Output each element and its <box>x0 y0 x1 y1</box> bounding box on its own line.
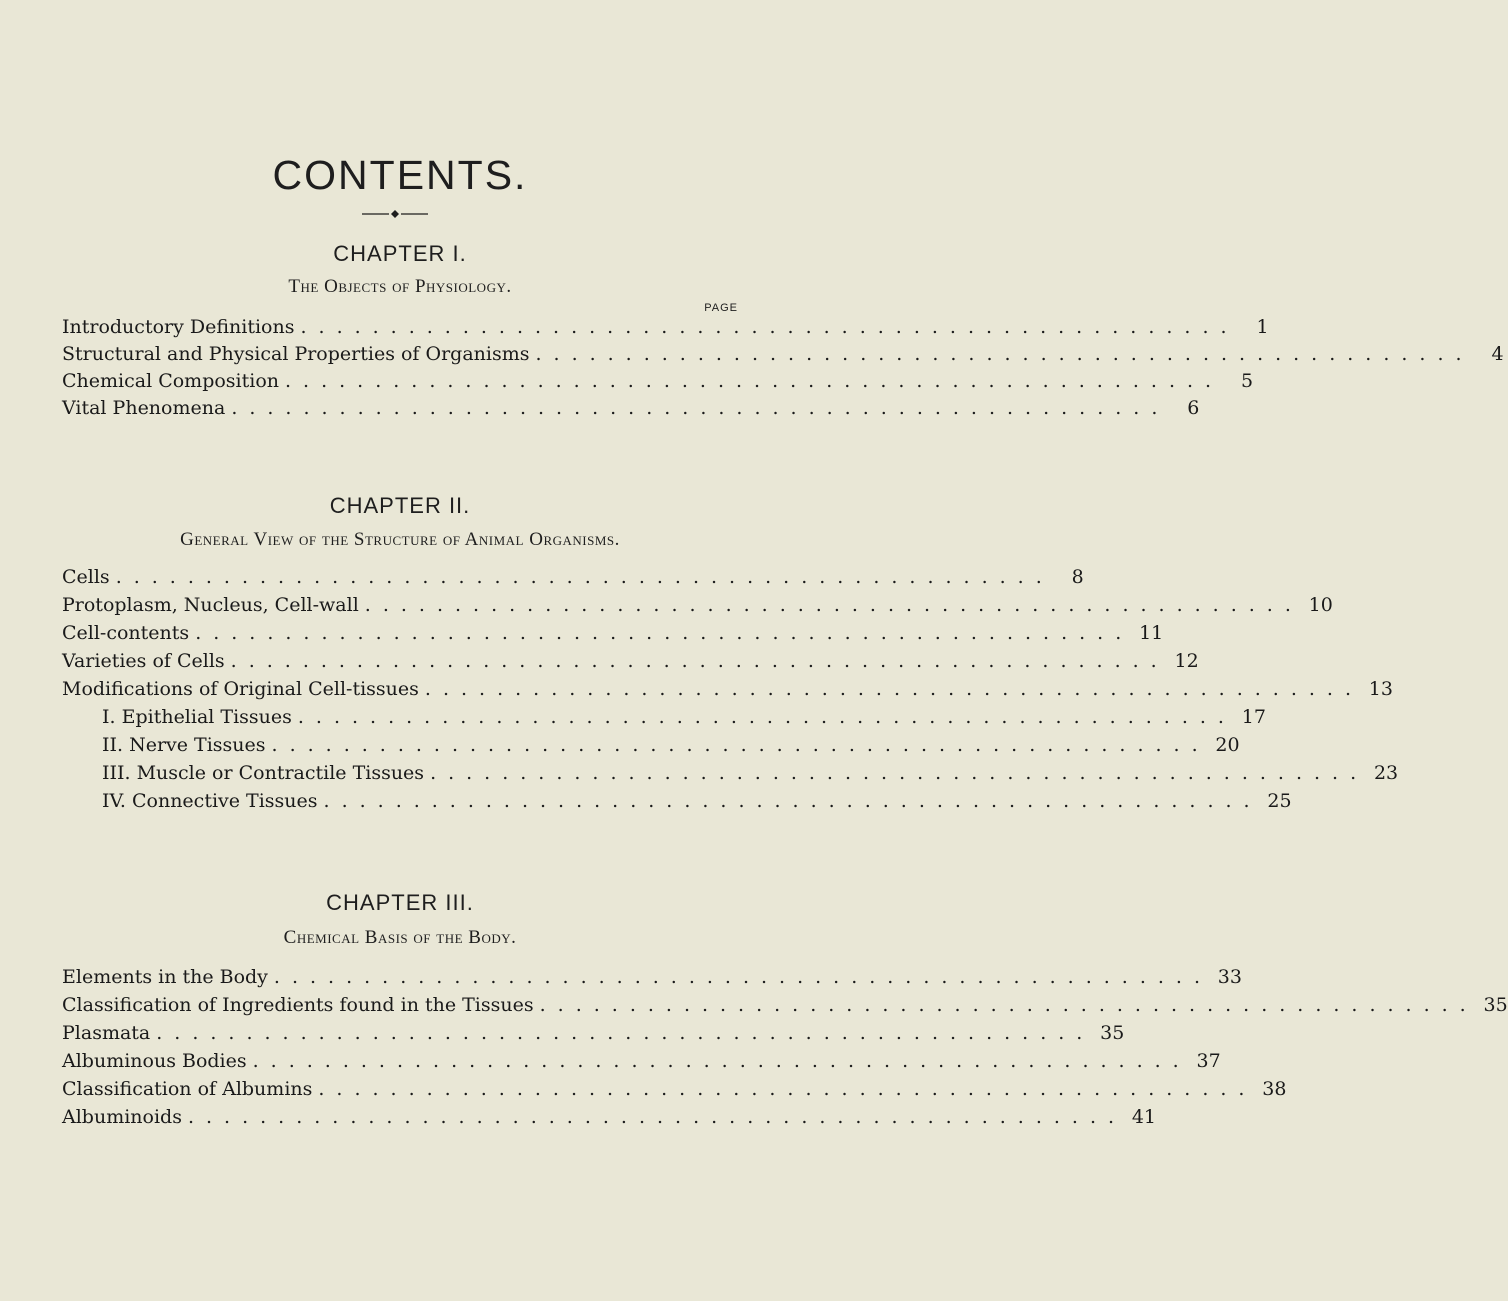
toc-entry-page: 8 <box>1071 566 1084 588</box>
toc-entry-page: 1 <box>1256 316 1269 338</box>
toc-entry <box>62 316 1269 344</box>
toc-entry <box>62 566 1084 594</box>
toc-entry <box>62 1106 1157 1134</box>
toc-entry-label: Modifications of Original Cell-tissues <box>62 678 419 700</box>
toc-entry-label: Classification of Albumins <box>62 1078 313 1100</box>
toc-entry-label: IV. Connective Tissues <box>102 790 318 812</box>
toc-entry-page: 41 <box>1131 1106 1157 1128</box>
toc-entry-label: Structural and Physical Properties of Organisms <box>62 343 530 365</box>
toc-entry-page: 20 <box>1215 734 1240 756</box>
chapter-heading: CHAPTER I. <box>333 241 467 266</box>
toc-entry <box>62 343 1504 371</box>
toc-entry-label: Classification of Ingredients found in the Tissues <box>62 994 534 1016</box>
toc-entry-page: 17 <box>1241 706 1266 728</box>
ornament-divider-icon <box>362 208 428 220</box>
toc-entry-page: 35 <box>1483 994 1508 1016</box>
dot-leader: .................................................... <box>230 650 1169 672</box>
dot-leader: .................................................... <box>252 1050 1191 1072</box>
dot-leader: .................................................... <box>156 1022 1095 1044</box>
toc-entry-label: Introductory Definitions <box>62 316 295 338</box>
toc-entry-page: 35 <box>1100 1022 1125 1044</box>
toc-entry <box>62 622 1164 650</box>
toc-entry-label: Vital Phenomena <box>62 397 226 419</box>
toc-entry-page: 38 <box>1262 1078 1287 1100</box>
dot-leader: .................................................... <box>430 762 1369 784</box>
dot-leader: .................................................... <box>271 734 1210 756</box>
chapter-subtitle: Chemical Basis of the Body. <box>283 927 517 948</box>
toc-entry <box>62 370 1254 398</box>
chapter-heading: CHAPTER III. <box>326 890 474 915</box>
toc-entry-page: 11 <box>1139 622 1164 644</box>
dot-leader: .................................................... <box>115 566 1054 588</box>
dot-leader: .................................................... <box>424 678 1363 700</box>
toc-entry-page: 5 <box>1240 370 1254 392</box>
dot-leader: .................................................... <box>318 1078 1257 1100</box>
toc-entry <box>62 1050 1221 1078</box>
dot-leader: .................................................... <box>231 397 1170 419</box>
dot-leader: .................................................... <box>195 622 1134 644</box>
toc-entry-label: Plasmata <box>62 1022 151 1044</box>
toc-entry-page: 6 <box>1187 397 1200 419</box>
dot-leader: .................................................... <box>273 966 1212 988</box>
toc-entry <box>62 790 1292 818</box>
toc-entry-label: Cells <box>62 566 110 588</box>
toc-entry <box>62 734 1240 762</box>
toc-entry <box>62 650 1199 678</box>
chapter-subtitle: The Objects of Physiology. <box>288 276 512 297</box>
toc-entry-label: Elements in the Body <box>62 966 268 988</box>
toc-entry-label: I. Epithelial Tissues <box>102 706 292 728</box>
dot-leader: .................................................... <box>539 994 1478 1016</box>
toc-entry-page: 4 <box>1491 343 1504 365</box>
toc-entry-label: Albuminous Bodies <box>62 1050 247 1072</box>
toc-entry-page: 23 <box>1373 762 1399 784</box>
dot-leader: .................................................... <box>297 706 1236 728</box>
toc-entry-label: Chemical Composition <box>62 370 280 392</box>
dot-leader: .................................................... <box>535 343 1474 365</box>
dot-leader: .................................................... <box>300 316 1239 338</box>
toc-entry <box>62 678 1393 706</box>
page-title: CONTENTS. <box>272 152 528 198</box>
dot-leader: .................................................... <box>364 594 1303 616</box>
toc-entry-label: Varieties of Cells <box>62 650 225 672</box>
toc-entry-page: 12 <box>1174 650 1199 672</box>
toc-entry-label: Protoplasm, Nucleus, Cell-wall <box>62 594 359 616</box>
toc-entry <box>62 594 1333 622</box>
dot-leader: .................................................... <box>323 790 1262 812</box>
toc-entry-label: Albuminoids <box>62 1106 182 1128</box>
dot-leader: .................................................... <box>285 370 1224 392</box>
dot-leader: .................................................... <box>187 1106 1127 1128</box>
chapter-heading: CHAPTER II. <box>329 493 471 518</box>
toc-entry-page: 13 <box>1368 678 1393 700</box>
page-column-label: PAGE <box>704 302 738 314</box>
toc-entry <box>62 706 1266 734</box>
toc-entry <box>62 762 1399 790</box>
toc-entry <box>62 1022 1125 1050</box>
toc-entry-label: III. Muscle or Contractile Tissues <box>102 762 425 784</box>
toc-entry-page: 37 <box>1196 1050 1221 1072</box>
toc-entry-label: Cell-contents <box>62 622 190 644</box>
toc-entry-label: II. Nerve Tissues <box>102 734 266 756</box>
toc-entry <box>62 397 1200 425</box>
toc-entry <box>62 994 1508 1022</box>
toc-entry <box>62 1078 1287 1106</box>
toc-entry <box>62 966 1242 994</box>
chapter-subtitle: General View of the Structure of Animal Organisms. <box>180 529 620 550</box>
toc-entry-page: 33 <box>1217 966 1242 988</box>
toc-entry-page: 10 <box>1308 594 1333 616</box>
toc-entry-page: 25 <box>1267 790 1292 812</box>
